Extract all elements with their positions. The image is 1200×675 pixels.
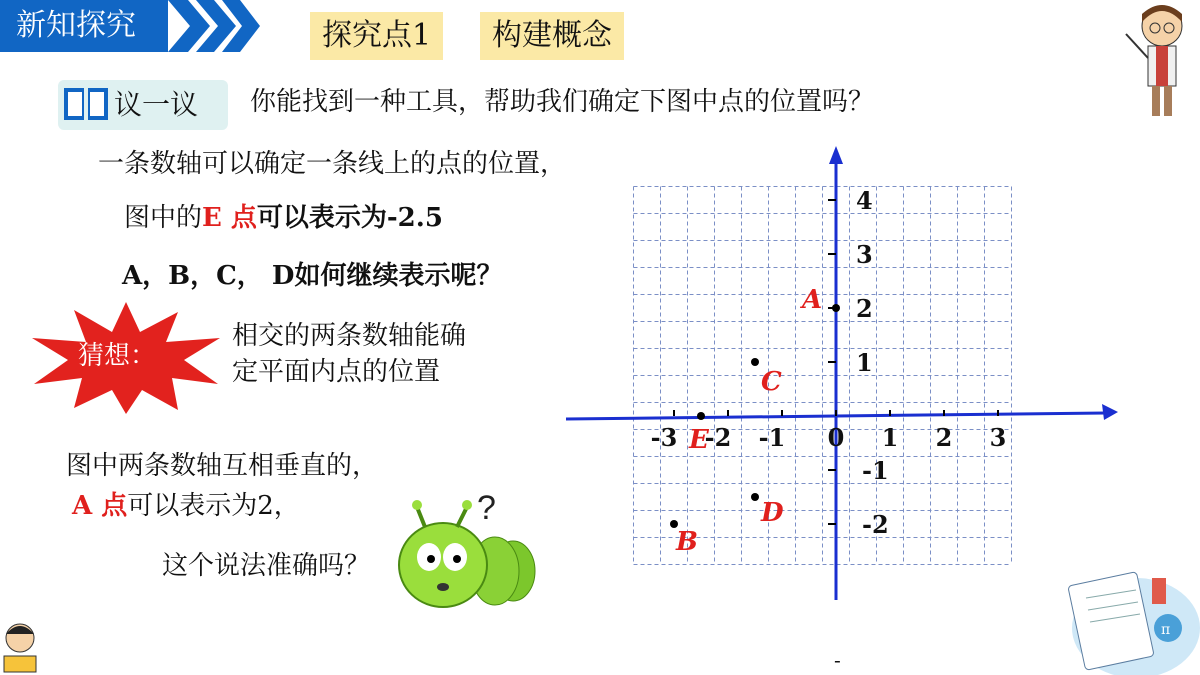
point-marker <box>751 493 759 501</box>
discuss-question: 你能找到一种工具，帮助我们确定下图中点的位置吗？ <box>250 87 875 117</box>
bottom-line-3: 这个说法准确吗？ <box>162 551 371 581</box>
svg-text:π: π <box>1161 622 1171 638</box>
y-tick-label: -1 <box>862 456 889 485</box>
y-axis-arrow <box>829 146 843 164</box>
y-tick-label: 1 <box>856 348 873 377</box>
x-tick-label: -1 <box>758 423 786 452</box>
y-tick-label: 4 <box>856 186 873 215</box>
text-line-3: A，B，C， D如何继续表示呢？ <box>122 261 503 291</box>
point-marker <box>832 304 840 312</box>
footer-dash: - <box>834 648 841 672</box>
x-tick-label: 3 <box>989 423 1007 452</box>
x-tick-label: -3 <box>650 423 678 452</box>
point-label: A <box>802 285 823 315</box>
guess-line-2: 定平面内点的位置 <box>232 357 441 387</box>
x-tick-label: -2 <box>704 423 732 452</box>
discuss-label: 议一议 <box>114 88 199 121</box>
point-label: D <box>761 498 784 528</box>
point-a-label: A 点 <box>72 491 128 521</box>
guess-line-1: 相交的两条数轴能确 <box>232 321 467 351</box>
bottom-line-1: 图中两条数轴互相垂直的， <box>66 451 379 481</box>
y-tick-label: -2 <box>862 510 889 539</box>
x-tick-label: 2 <box>935 423 953 452</box>
point-label: B <box>676 527 698 557</box>
svg-text:?: ? <box>477 489 496 527</box>
bottom-line-2-suffix: 可以表示为2， <box>127 491 300 521</box>
point-label: E <box>689 425 709 455</box>
text-line-2-prefix: 图中的 <box>124 203 203 233</box>
y-tick-label: 3 <box>856 240 873 269</box>
x-axis-arrow <box>1102 404 1118 420</box>
point-marker <box>751 358 759 366</box>
text-line-2-suffix: 可以表示为-2.5 <box>256 203 443 233</box>
x-tick-label: 0 <box>827 423 845 452</box>
guess-label: 猜想： <box>78 341 157 371</box>
x-tick-label: 1 <box>881 423 899 452</box>
tag-explore-point: 探究点1 <box>310 12 443 60</box>
point-label: C <box>761 367 782 397</box>
tag-build-concept: 构建概念 <box>480 12 624 60</box>
point-marker <box>697 412 705 420</box>
y-tick-label: 2 <box>856 294 873 323</box>
point-e-label: E 点 <box>202 203 257 233</box>
section-title: 新知探究 <box>16 8 136 43</box>
text-line-1: 一条数轴可以确定一条线上的点的位置， <box>98 149 567 179</box>
